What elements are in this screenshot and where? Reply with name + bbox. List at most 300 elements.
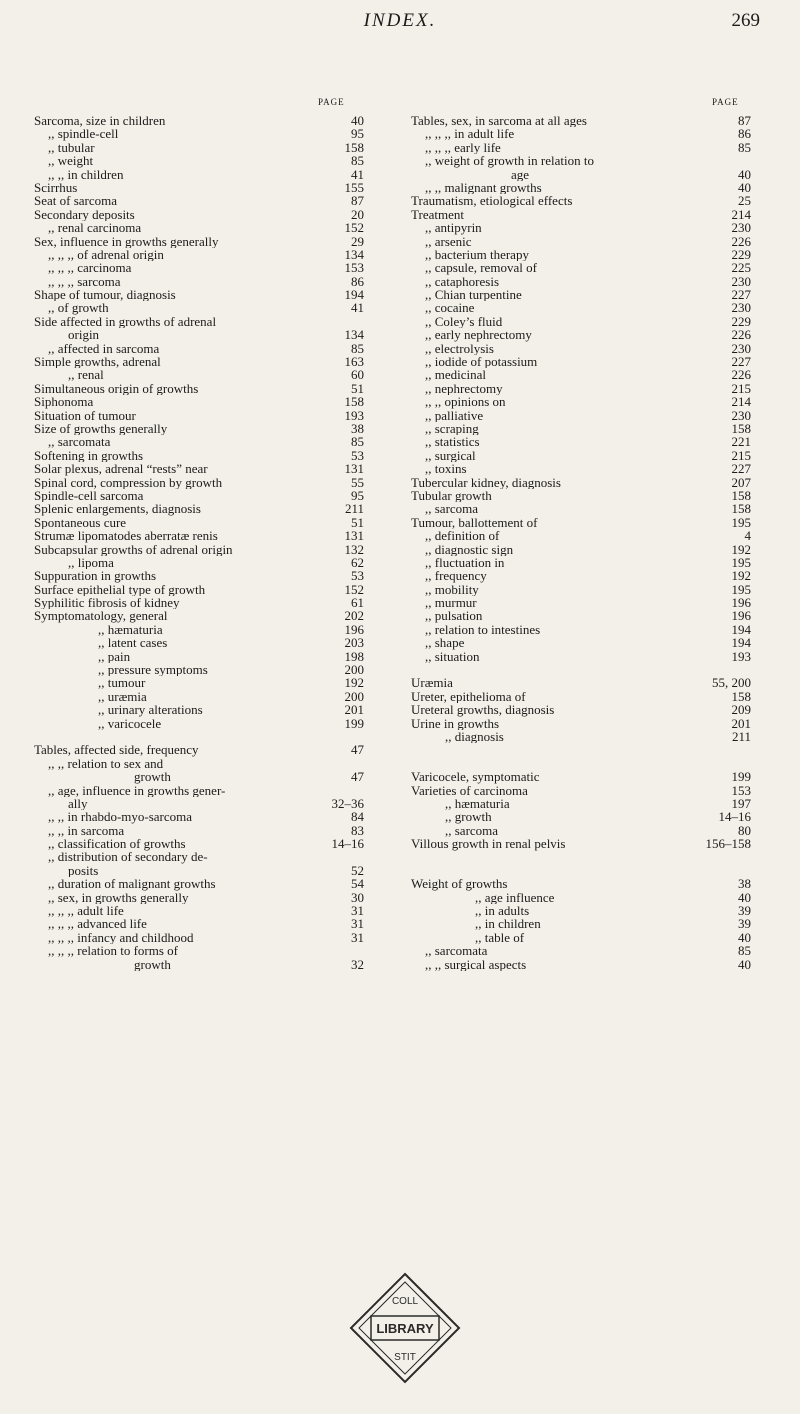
index-entry [34,154,364,167]
index-entry-page: 200 [344,662,364,678]
index-entry-text: ,, Coley’s fluid [425,314,503,329]
index-entry [411,583,751,596]
index-entry-text: Side affected in growths of adrenal [34,314,217,329]
index-entry [411,810,751,823]
index-entry [34,208,364,221]
index-entry [411,194,751,207]
index-entry [34,931,364,944]
index-entry-page: 230 [731,273,751,289]
index-entry-page: 53 [351,568,364,584]
index-entry [34,636,364,649]
index-entry [34,757,364,770]
index-entry-page: 214 [731,206,751,222]
index-entry-text: ,, early nephrectomy [425,328,532,342]
index-entry-text: ,, sarcomata [425,944,488,958]
index-entry-text: ,, ,, in sarcoma [48,823,125,838]
right-page-label: PAGE [712,97,739,107]
index-entry-text: Ureteral growths, diagnosis [411,703,555,717]
index-entry [411,342,751,355]
index-entry-page: 30 [351,889,364,905]
index-entry-text: Ureter, epithelioma of [411,689,526,704]
index-entry-page: 196 [344,621,364,637]
index-entry-text: ,, toxins [425,462,467,476]
index-entry-page: 95 [351,487,364,503]
index-entry-text: ,, ,, ,, early life [425,140,501,155]
index-entry-text: ,, palliative [425,408,484,422]
index-entry [411,663,751,676]
index-column-left [34,114,364,971]
index-entry [411,516,751,529]
index-entry-page: 199 [731,769,751,785]
index-entry-text: ,, pain [98,649,131,664]
index-entry [411,261,751,274]
index-entry [411,422,751,435]
index-entry [411,757,751,770]
index-entry [411,730,751,743]
index-entry [34,301,364,314]
index-entry [411,569,751,582]
index-entry-text: Tubercular kidney, diagnosis [411,475,561,489]
index-entry [34,409,364,422]
index-entry-page: 230 [731,407,751,423]
index-entry-page: 199 [344,715,364,731]
index-entry-text: Uræmia [411,676,453,690]
index-entry [34,837,364,850]
index-entry [34,810,364,823]
index-entry [411,168,751,181]
index-entry-page: 227 [731,354,751,370]
index-entry-text: ,, Chian turpentine [425,288,522,302]
index-entry-text: Softening in growths [34,448,144,463]
index-entry-page: 152 [344,581,364,597]
index-entry-text: ,, renal [68,368,104,382]
index-entry-text: ,, weight of growth in relation to [425,154,594,168]
index-entry [411,609,751,622]
index-entry-text: ,, ,, in children [48,167,124,181]
index-entry [34,141,364,154]
index-entry-page: 221 [731,434,751,450]
index-entry [34,529,364,542]
index-entry-text: Simple growths, adrenal [34,355,161,369]
index-entry [34,824,364,837]
index-entry [411,770,751,783]
index-entry-page: 194 [731,621,751,637]
index-entry-page: 32 [351,956,364,972]
index-entry-text: Seat of sarcoma [34,194,118,208]
index-entry [411,543,751,556]
index-entry-text: ,, nephrectomy [425,381,503,396]
index-entry-page: 40 [351,113,364,128]
index-entry [411,154,751,167]
index-entry-page: 47 [351,742,364,758]
index-entry-text: ,, ,, surgical aspects [425,957,527,972]
index-entry-page: 31 [351,916,364,932]
index-entry [411,288,751,301]
index-entry-text: Subcapsular growths of adrenal origin [34,542,233,556]
index-entry [411,382,751,395]
index-entry [34,784,364,797]
index-entry-page: 200 [344,688,364,704]
index-entry [411,127,751,140]
index-entry [34,368,364,381]
index-entry-page: 201 [731,715,751,731]
index-entry-text: Varieties of carcinoma [411,783,528,797]
index-entry-page: 40 [738,889,751,905]
index-entry [411,248,751,261]
index-entry-text: age [511,167,530,181]
index-entry-text: Urine in growths [411,716,500,730]
index-entry-page: 54 [351,876,364,892]
index-entry-page: 38 [738,876,751,892]
index-entry-text: ,, distribution of secondary de- [48,850,208,864]
index-entry-text: ,, antipyrin [425,221,482,235]
index-entry-page: 193 [731,648,751,664]
index-entry [411,690,751,703]
index-entry-text: Shape of tumour, diagnosis [34,288,176,302]
index-entry-page: 195 [731,554,751,570]
index-entry-text: ,, frequency [425,569,487,583]
index-entry-text: ,, fluctuation in [425,555,505,570]
index-entry-text: origin [68,328,100,342]
index-entry-text: Tubular growth [411,488,492,503]
index-entry [34,476,364,489]
index-entry-text: ,, duration of malignant growths [48,877,216,891]
index-entry [34,904,364,917]
index-entry [411,931,751,944]
index-entry [34,717,364,730]
index-entry [411,944,751,957]
index-entry-text: ,, medicinal [425,368,487,382]
index-entry [34,462,364,475]
index-entry [411,717,751,730]
index-entry [411,891,751,904]
index-entry-page: 163 [344,354,364,370]
index-entry [411,556,751,569]
index-entry-text: Suppuration in growths [34,569,157,583]
index-entry-page: 61 [351,595,364,611]
index-entry-page: 230 [731,300,751,316]
index-entry-page: 226 [731,367,751,383]
index-entry [411,368,751,381]
index-entry-text: ally [68,796,88,811]
index-entry-page: 196 [731,608,751,624]
index-entry-text: growth [134,957,171,972]
index-entry [411,301,751,314]
index-entry-page: 84 [351,809,364,825]
index-entry-text: ,, situation [425,649,480,664]
index-entry-page: 202 [344,608,364,624]
index-entry [411,141,751,154]
index-entry-page: 51 [351,380,364,396]
index-entry [411,275,751,288]
index-entry-page: 29 [351,233,364,249]
index-entry-page: 158 [344,394,364,410]
index-entry-text: Siphonoma [34,395,94,409]
index-entry [34,382,364,395]
index-entry [34,543,364,556]
index-entry [34,596,364,609]
index-entry [34,502,364,515]
index-entry-page: 203 [344,635,364,651]
index-entry-page: 85 [351,434,364,450]
index-entry [34,730,364,743]
index-entry-page: 194 [731,635,751,651]
index-entry-text: ,, relation to intestines [425,622,541,637]
index-entry [34,650,364,663]
index-entry-page: 134 [344,246,364,262]
index-entry-text: Surface epithelial type of growth [34,582,206,597]
index-entry [34,342,364,355]
left-page-label: PAGE [318,97,345,107]
index-entry [411,409,751,422]
index-entry [411,784,751,797]
index-entry-page: 153 [731,782,751,798]
index-entry-page: 25 [738,193,751,209]
index-entry-page: 209 [731,702,751,718]
index-entry-page: 62 [351,554,364,570]
index-entry [34,355,364,368]
index-entry-text: ,, classification of growths [48,837,186,851]
index-entry-page: 155 [344,179,364,195]
index-entry-text: ,, ,, malignant growths [425,180,542,195]
index-entry [34,248,364,261]
index-entry [34,917,364,930]
index-entry [411,676,751,689]
index-entry [34,676,364,689]
index-entry-page: 39 [738,903,751,919]
index-entry-text: ,, ,, ,, infancy and childhood [48,930,194,945]
index-entry [411,355,751,368]
index-entry [34,877,364,890]
index-entry [34,261,364,274]
index-entry-text: Secondary deposits [34,207,135,222]
index-entry-text: ,, definition of [425,529,500,543]
index-entry [34,181,364,194]
index-entry-page: 196 [731,595,751,611]
index-entry-page: 14–16 [331,836,364,852]
index-entry-page: 31 [351,903,364,919]
index-entry-page: 215 [731,447,751,463]
index-entry [411,877,751,890]
index-entry-page: 87 [738,113,751,128]
index-entry-text: ,, uræmia [98,689,147,704]
index-entry-page: 132 [344,541,364,557]
index-entry-page: 207 [731,474,751,490]
index-entry [411,529,751,542]
index-entry [34,395,364,408]
index-entry-text: ,, age influence [475,890,555,905]
index-entry [411,435,751,448]
index-entry [34,556,364,569]
index-entry-text: ,, arsenic [425,234,472,248]
index-entry [34,864,364,877]
index-entry-text: ,, surgical [425,448,476,463]
index-entry [411,395,751,408]
index-entry-text: Sarcoma, size in children [34,114,166,128]
index-column-right [411,114,751,971]
index-entry-text: ,, affected in sarcoma [48,341,160,356]
index-entry-page: 229 [731,313,751,329]
stamp-center-text: LIBRARY [376,1321,434,1336]
index-entry-text: ,, spindle-cell [48,127,119,141]
index-entry [411,208,751,221]
index-entry-page: 41 [351,300,364,316]
index-entry [411,797,751,810]
index-entry-page: 229 [731,246,751,262]
index-entry-page: 131 [344,528,364,544]
index-entry-page: 195 [731,581,751,597]
index-entry-text: ,, ,, ,, sarcoma [48,274,121,289]
index-entry-text: Splenic enlargements, diagnosis [34,502,201,516]
index-entry-page: 195 [731,514,751,530]
index-entry-page: 153 [344,260,364,276]
index-entry-page: 215 [731,380,751,396]
index-entry [411,235,751,248]
index-entry [411,650,751,663]
index-entry [34,850,364,863]
index-entry [34,797,364,810]
index-entry-text: ,, varicocele [98,716,162,730]
index-entry [34,663,364,676]
index-entry [411,958,751,971]
index-entry [34,449,364,462]
index-entry-page: 60 [351,367,364,383]
index-entry [34,315,364,328]
index-entry [411,328,751,341]
index-entry-text: ,, iodide of potassium [425,355,538,369]
index-entry [411,181,751,194]
index-entry-page: 158 [731,688,751,704]
index-entry-page: 14–16 [718,809,751,825]
index-entry [34,623,364,636]
index-entry [34,422,364,435]
index-entry-page: 80 [738,822,751,838]
index-entry-text: ,, ,, ,, advanced life [48,917,147,931]
index-entry-page: 41 [351,166,364,182]
index-entry-page: 192 [731,541,751,557]
index-entry [34,328,364,341]
index-entry-text: ,, of growth [48,301,109,315]
index-entry [411,837,751,850]
index-entry-page: 230 [731,340,751,356]
library-stamp [347,1270,463,1386]
index-entry-page: 211 [344,501,364,517]
index-entry-text: ,, tubular [48,140,95,155]
index-entry-text: ,, ,, ,, in adult life [425,127,515,141]
index-entry-page: 20 [351,206,364,222]
index-entry-text: ,, diagnostic sign [425,542,514,556]
index-entry-page: 39 [738,916,751,932]
index-entry-text: Tumour, ballottement of [411,515,538,530]
index-entry-page: 40 [738,956,751,972]
index-entry-page: 85 [738,139,751,155]
index-entry-page: 197 [731,795,751,811]
page-header-title: INDEX. [363,10,437,31]
index-entry-text: posits [68,863,99,878]
index-entry [34,168,364,181]
index-entry-text: Traumatism, etiological effects [411,194,573,208]
index-entry-page: 214 [731,394,751,410]
index-entry-text: ,, lipoma [68,555,114,570]
index-entry-text: Size of growths generally [34,421,168,436]
index-entry-text: ,, ,, ,, relation to forms of [48,944,178,958]
index-entry [34,221,364,234]
index-entry-text: Villous growth in renal pelvis [411,837,566,851]
index-entry-text: ,, electrolysis [425,341,494,356]
index-entry-text: ,, ,, opinions on [425,395,506,409]
index-entry-page: 194 [344,287,364,303]
index-entry [34,703,364,716]
index-entry-page: 83 [351,822,364,838]
index-entry [34,958,364,971]
index-entry-page: 158 [731,487,751,503]
index-entry-page: 192 [344,675,364,691]
index-entry-text: Solar plexus, adrenal “rests” near [34,462,208,476]
index-entry [34,944,364,957]
index-entry [411,502,751,515]
index-entry-text: ,, tumour [98,676,146,690]
index-entry [34,235,364,248]
index-entry [411,315,751,328]
index-entry-text: ,, sarcomata [48,435,111,449]
index-entry-text: ,, scraping [425,421,479,436]
index-entry-page: 85 [738,943,751,959]
index-entry-page: 152 [344,220,364,236]
index-entry [411,114,751,127]
index-entry [34,275,364,288]
index-entry [411,850,751,863]
index-entry [34,489,364,502]
index-entry-text: ,, ,, relation to sex and [48,756,164,771]
index-entry-page: 32–36 [331,795,364,811]
index-entry-page: 51 [351,514,364,530]
index-entry-page: 156–158 [705,836,751,852]
index-entry-text: ,, table of [475,930,525,945]
index-entry-page: 4 [744,528,751,544]
index-entry-page: 131 [344,461,364,477]
index-entry-page: 225 [731,260,751,276]
index-entry [411,476,751,489]
index-entry-page: 158 [731,420,751,436]
index-entry-page: 158 [731,501,751,517]
index-entry [34,891,364,904]
index-entry-text: Sex, influence in growths generally [34,234,219,248]
index-entry-text: ,, sarcoma [445,823,499,838]
index-entry-page: 201 [344,702,364,718]
index-entry [411,824,751,837]
index-entry [34,743,364,756]
index-entry-page: 55, 200 [712,675,751,691]
index-entry-text: Tables, sex, in sarcoma at all ages [411,114,587,128]
index-entry [411,489,751,502]
index-entry [34,690,364,703]
index-entry-text: ,, latent cases [98,636,168,650]
index-entry-text: ,, bacterium therapy [425,247,529,262]
index-entry-text: ,, sex, in growths generally [48,890,189,905]
index-entry-page: 226 [731,233,751,249]
index-entry-text: Weight of growths [411,877,508,891]
index-entry [411,864,751,877]
index-entry-text: ,, pressure symptoms [98,663,208,677]
index-entry [411,703,751,716]
index-entry-page: 86 [738,126,751,142]
index-entry-text: Simultaneous origin of growths [34,381,199,396]
index-entry-page: 211 [731,728,751,744]
index-entry-text: growth [134,770,171,784]
page-number: 269 [731,10,760,31]
index-entry-text: ,, cocaine [425,301,475,315]
index-entry-text: ,, in adults [475,904,530,918]
